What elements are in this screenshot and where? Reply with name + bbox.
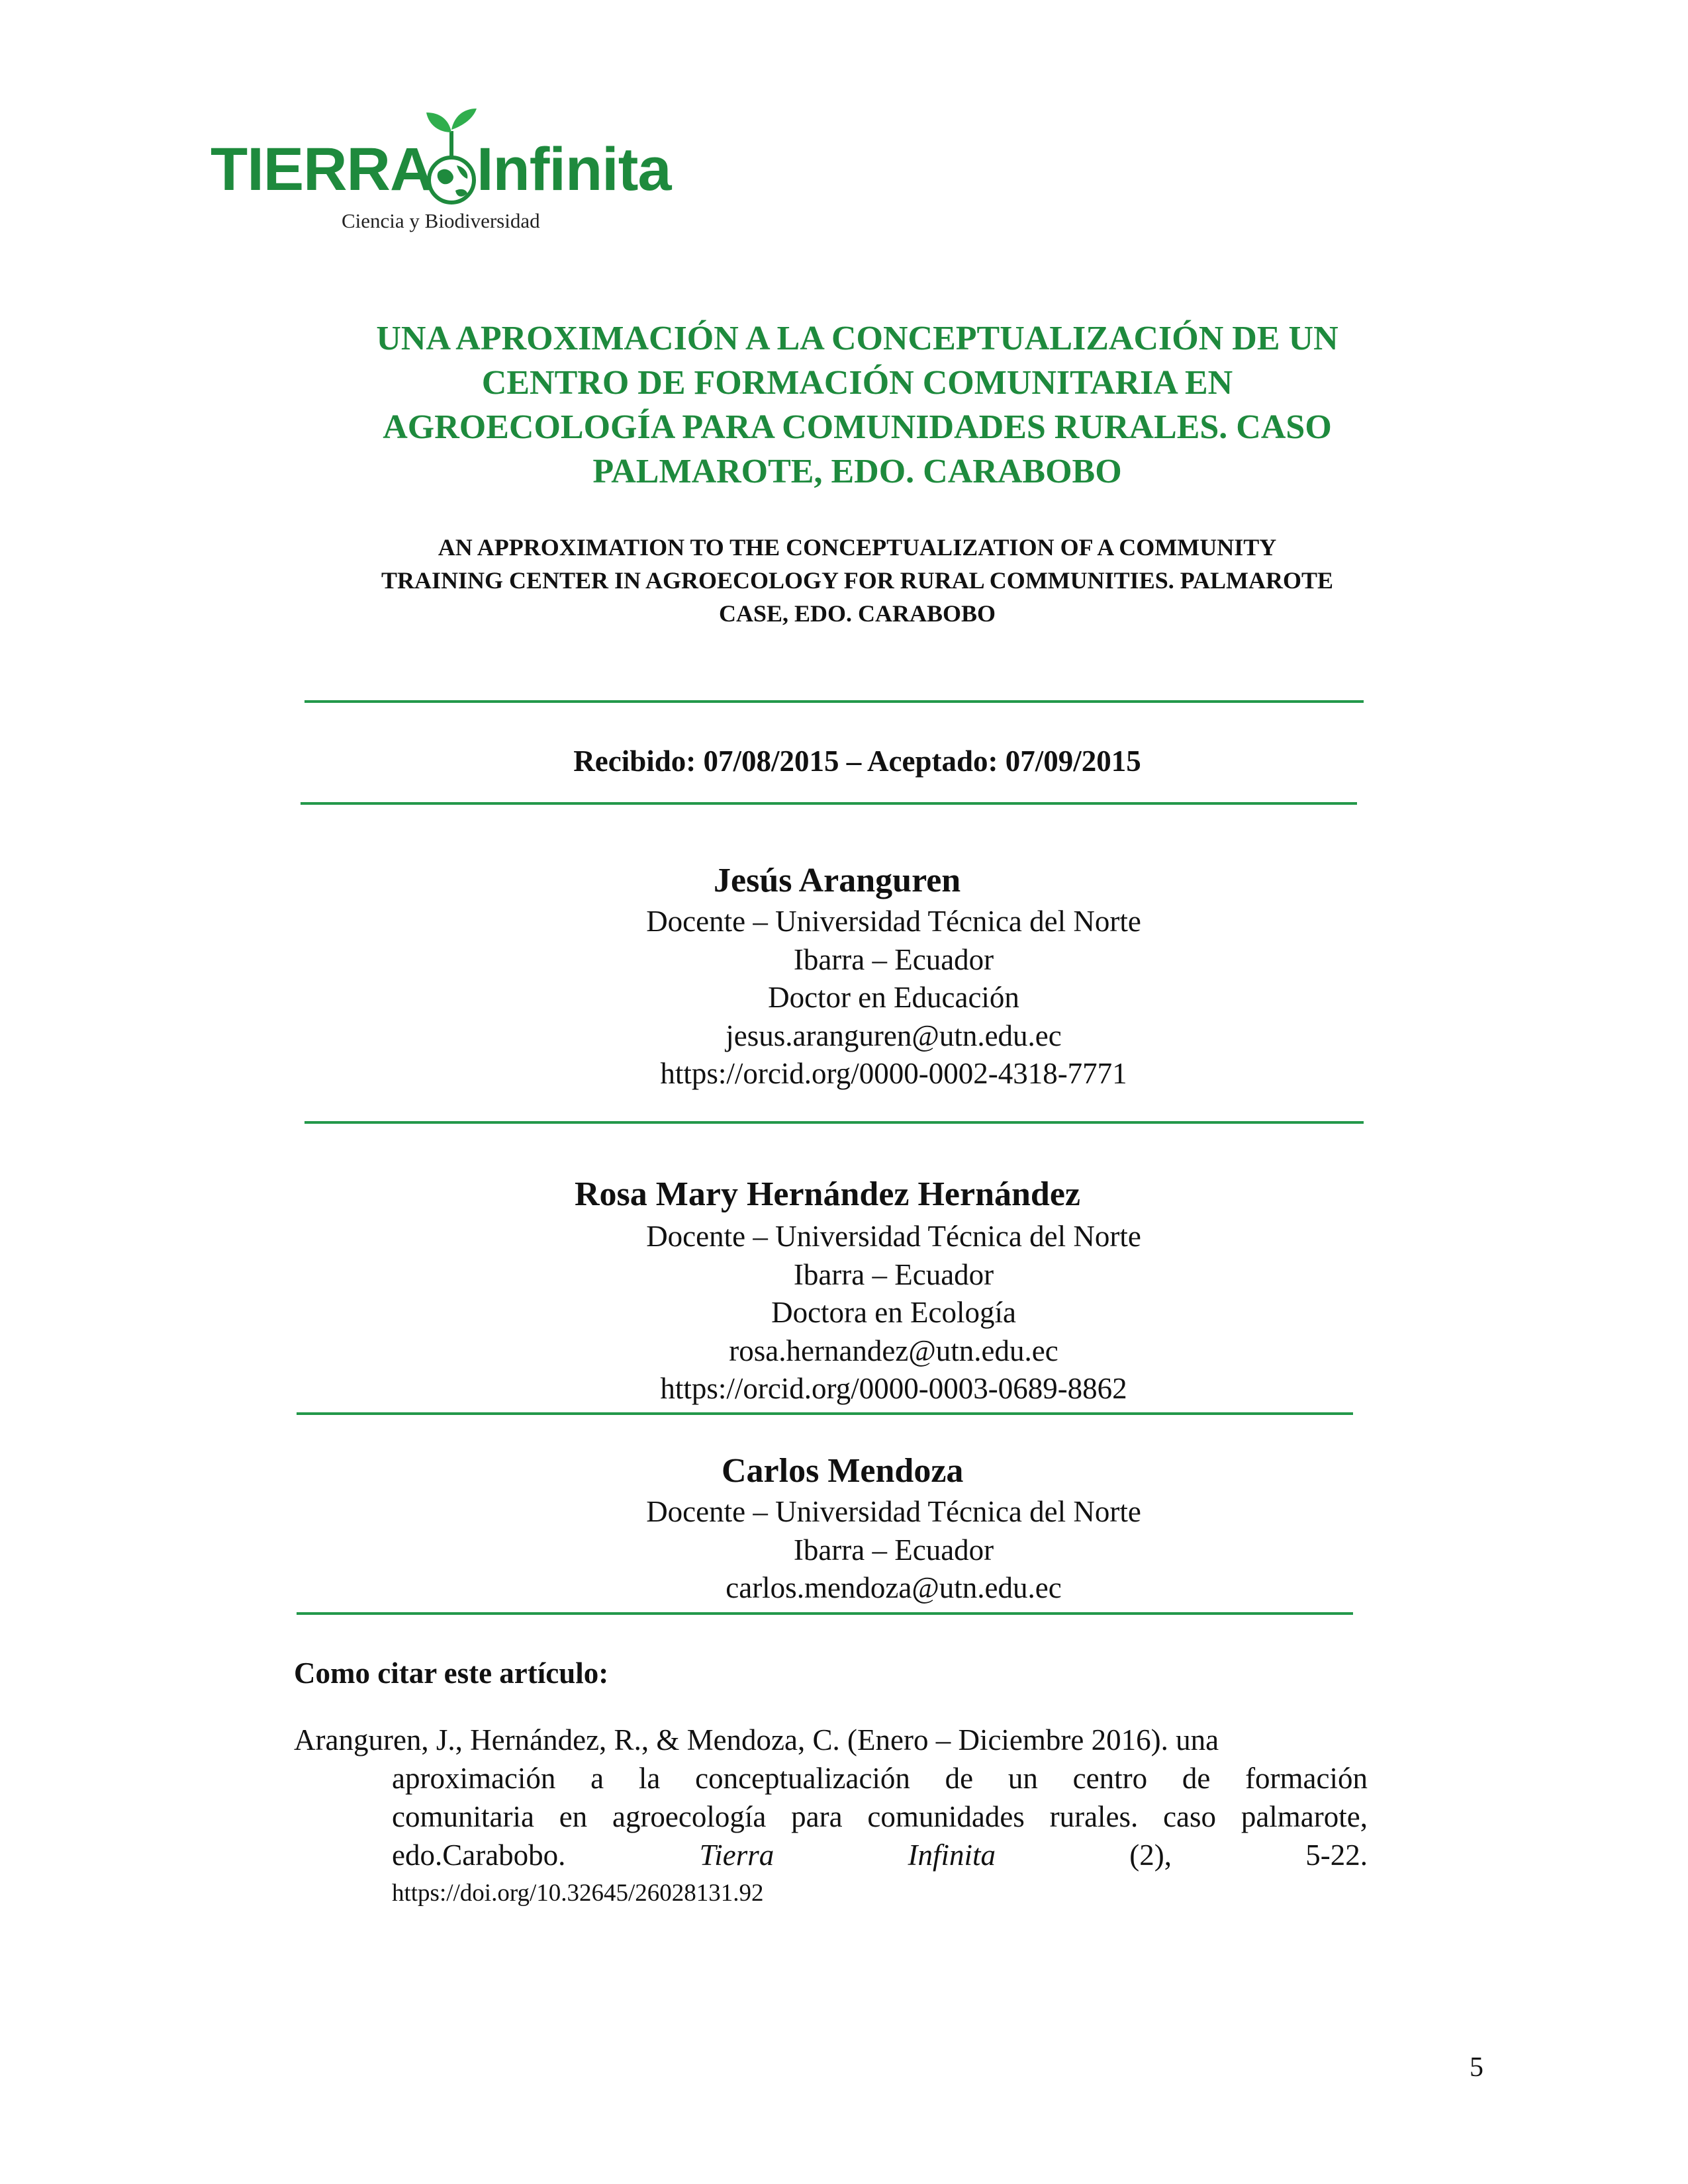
article-title-en: [311, 531, 1403, 630]
title-es-line: CENTRO DE FORMACIÓN COMUNITARIA EN: [481, 364, 1233, 402]
logo-tagline: Ciencia y Biodiversidad: [342, 209, 540, 232]
divider: [305, 1121, 1364, 1124]
author-name: Rosa Mary Hernández Hernández: [575, 1175, 1081, 1213]
title-es-line: AGROECOLOGÍA PARA COMUNIDADES RURALES. CASO: [383, 408, 1332, 446]
divider: [305, 700, 1364, 703]
author-email[interactable]: carlos.mendoza@utn.edu.ec: [726, 1571, 1062, 1604]
citation-heading: Como citar este artículo:: [294, 1657, 609, 1690]
title-en-line: CASE, EDO. CARABOBO: [718, 600, 996, 627]
author-orcid[interactable]: https://orcid.org/0000-0003-0689-8862: [660, 1372, 1127, 1405]
author-affiliation-block: [596, 903, 1192, 1093]
author-location: Ibarra – Ecuador: [793, 1533, 994, 1567]
citation-journal: Tierra: [699, 1839, 774, 1872]
author-affiliation-block: [596, 1218, 1192, 1408]
citation-line: [392, 1836, 1368, 1874]
divider: [297, 1412, 1353, 1415]
title-en-line: TRAINING CENTER IN AGROECOLOGY FOR RURAL COMMUNITIES. PALMAROTE: [381, 567, 1334, 594]
page-number: 5: [1470, 2052, 1483, 2083]
author-email[interactable]: jesus.aranguren@utn.edu.ec: [726, 1019, 1062, 1052]
author-location: Ibarra – Ecuador: [793, 942, 994, 976]
citation-line-text: Aranguren, J., Hernández, R., & Mendoza, C. (Enero – Diciembre 2016). una: [294, 1723, 1219, 1756]
divider: [297, 1612, 1353, 1615]
author-degree: Doctora en Ecología: [771, 1296, 1016, 1329]
author-name: Carlos Mendoza: [722, 1452, 964, 1490]
citation-journal: Infinita: [908, 1839, 996, 1872]
author-affiliation-block: [596, 1493, 1192, 1608]
citation-pages: 5-22.: [1305, 1839, 1368, 1872]
divider: [301, 802, 1357, 805]
citation-prefix: edo.Carabobo.: [392, 1839, 566, 1872]
citation-text: [294, 1721, 1368, 1913]
citation-line: [294, 1721, 1368, 1759]
journal-logo: [211, 99, 714, 238]
title-es-line: PALMAROTE, EDO. CARABOBO: [592, 453, 1122, 490]
sprout-globe-icon: [420, 106, 483, 205]
author-orcid[interactable]: https://orcid.org/0000-0002-4318-7771: [660, 1057, 1127, 1090]
author-email[interactable]: rosa.hernandez@utn.edu.ec: [729, 1334, 1058, 1367]
received-accepted-dates: Recibido: 07/08/2015 – Aceptado: 07/09/2015: [573, 745, 1141, 778]
citation-issue: (2),: [1129, 1839, 1172, 1872]
citation-line: aproximación a la conceptualización de un centro de formación: [392, 1762, 1368, 1795]
citation-line: comunitaria en agroecología para comunidades rurales. caso palmarote,: [392, 1800, 1368, 1833]
logo-text-infinita: Infinita: [477, 136, 671, 203]
author-affiliation: Docente – Universidad Técnica del Norte: [646, 1220, 1141, 1253]
author-affiliation: Docente – Universidad Técnica del Norte: [646, 1495, 1141, 1528]
title-es-line: UNA APROXIMACIÓN A LA CONCEPTUALIZACIÓN DE UN: [376, 320, 1338, 357]
article-title-es: [278, 316, 1436, 494]
author-degree: Doctor en Educación: [768, 981, 1019, 1014]
citation-doi-link[interactable]: https://doi.org/10.32645/26028131.92: [392, 1880, 764, 1907]
title-en-line: AN APPROXIMATION TO THE CONCEPTUALIZATION OF A COMMUNITY: [438, 534, 1277, 561]
author-affiliation: Docente – Universidad Técnica del Norte: [646, 905, 1141, 938]
author-name: Jesús Aranguren: [714, 862, 961, 899]
logo-text-tierra: TIERRA: [211, 136, 434, 203]
author-location: Ibarra – Ecuador: [793, 1257, 994, 1291]
